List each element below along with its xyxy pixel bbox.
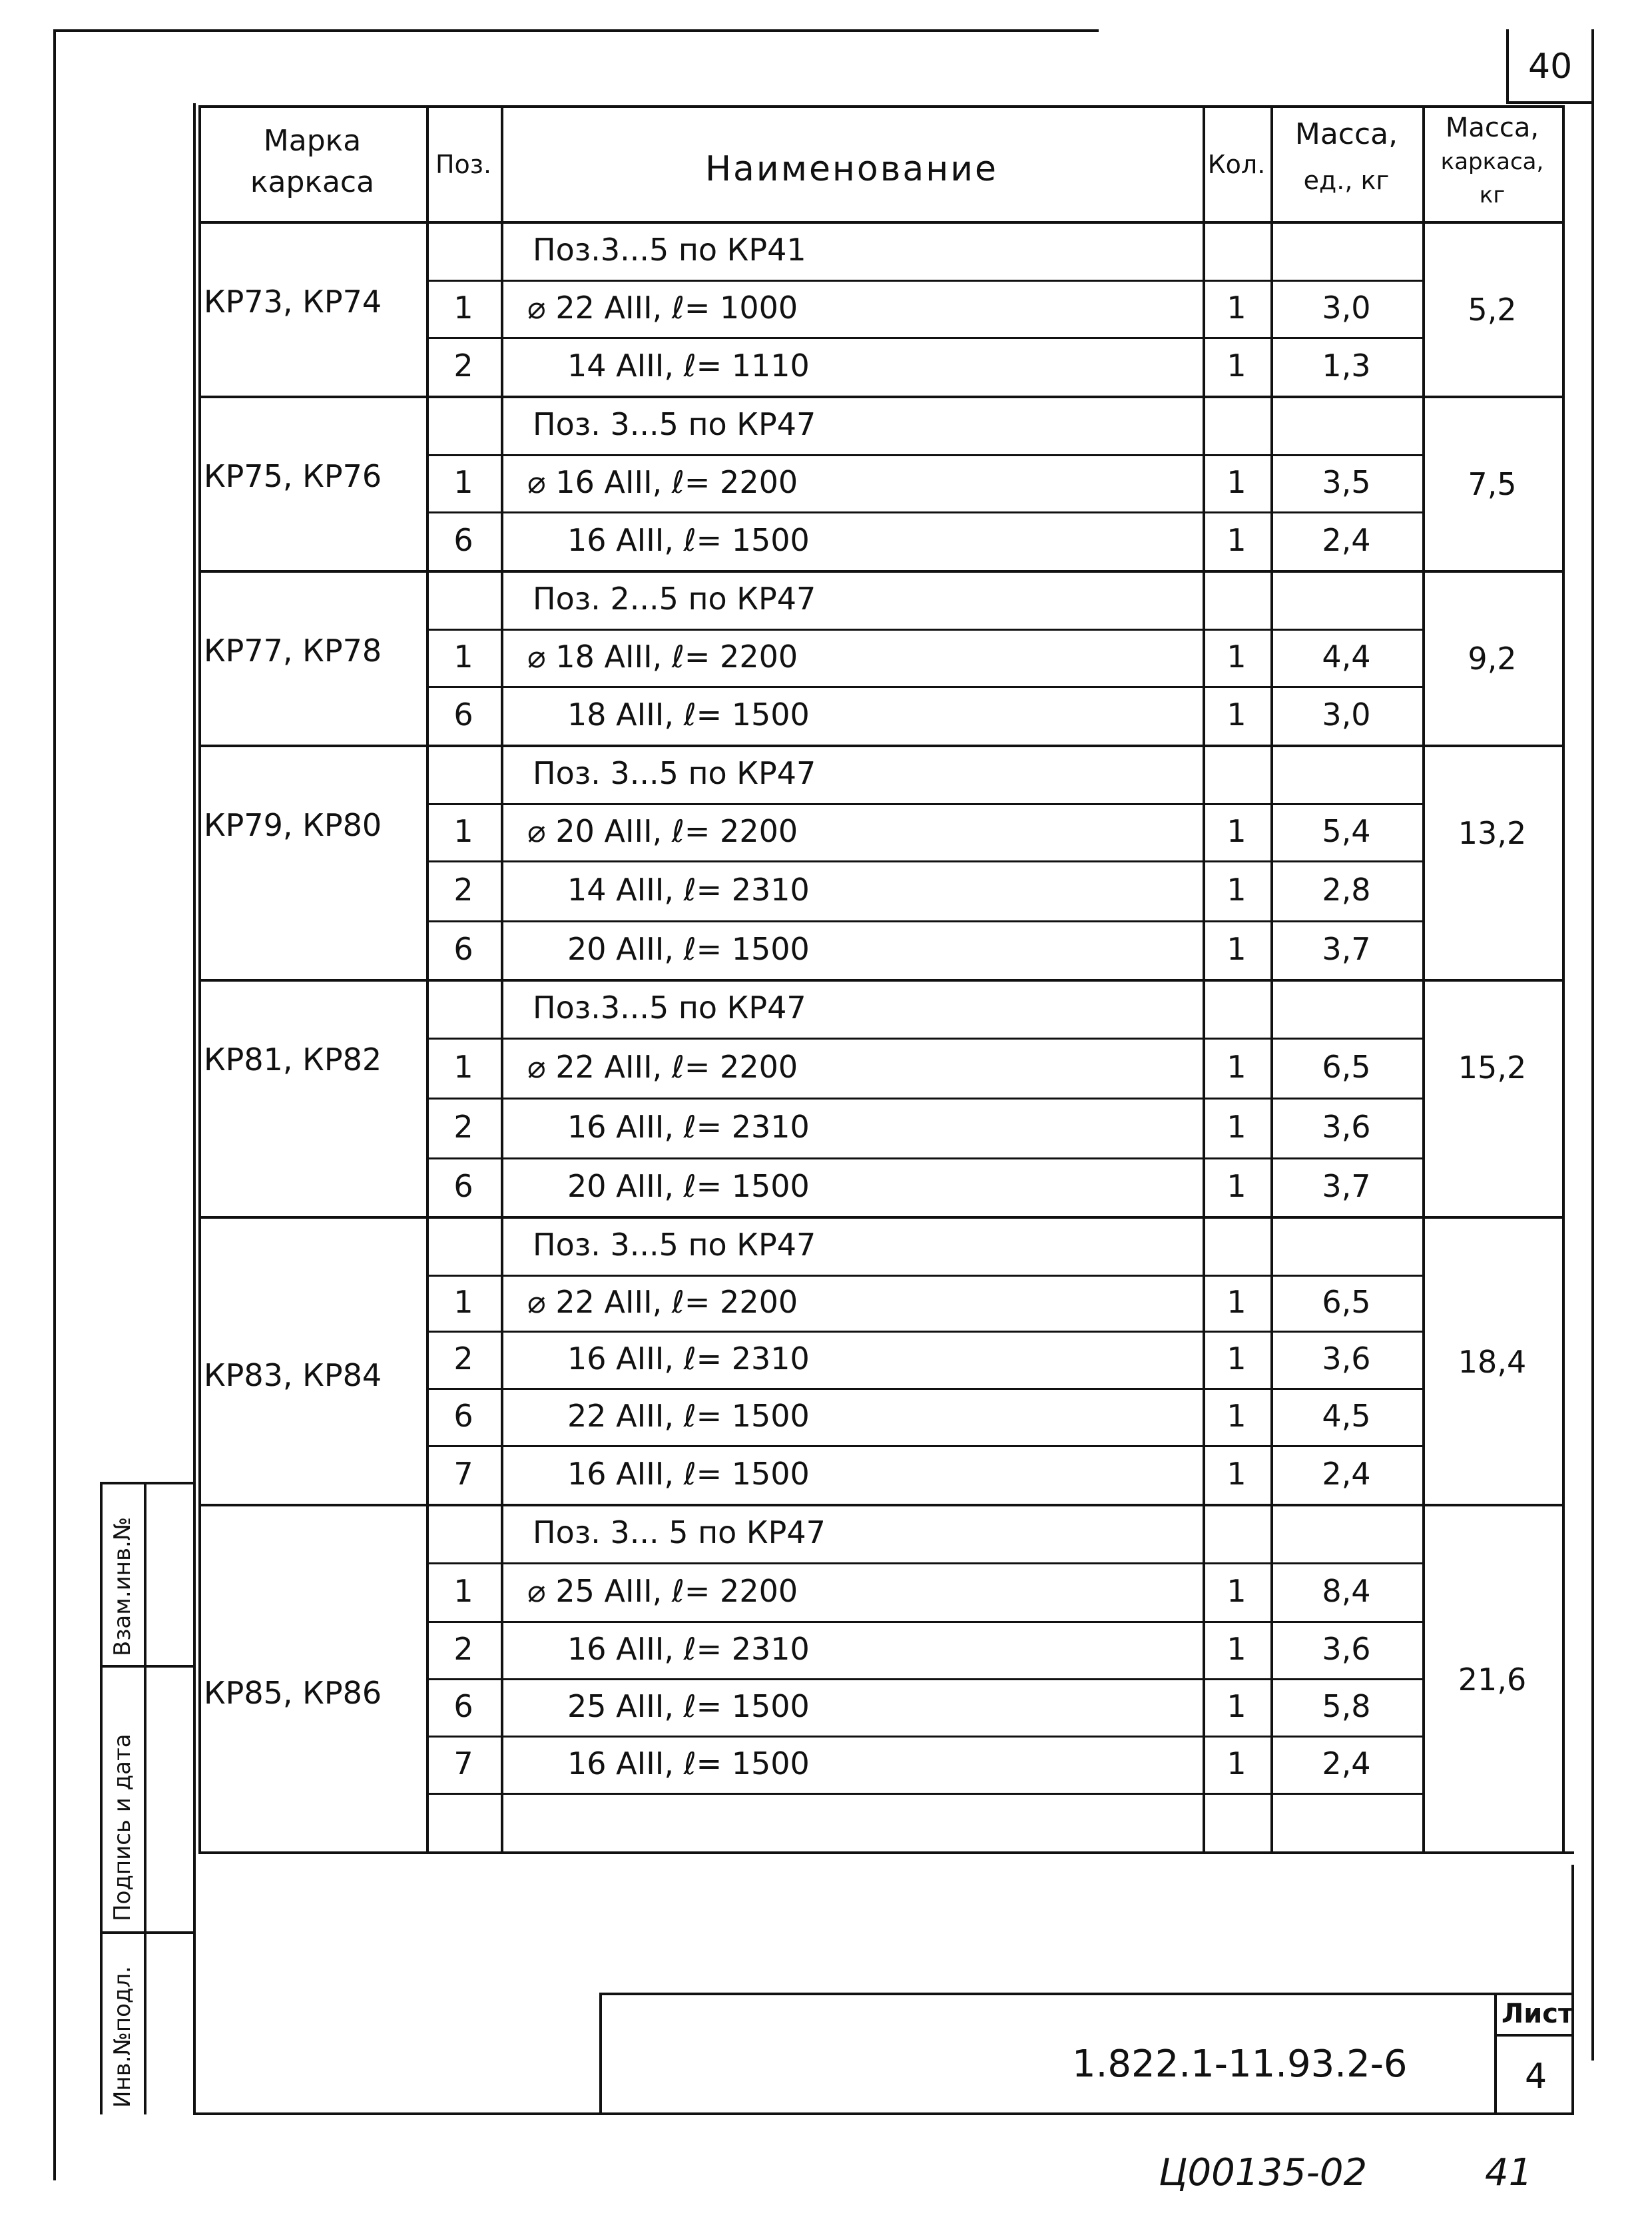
table-row-quantity: 1	[1227, 522, 1246, 558]
table-row-name: 14 АIII, ℓ= 2310	[567, 872, 810, 908]
table-row-reference: Поз.3...5 по КР41	[533, 232, 806, 268]
frame-mark: КР79, КР80	[204, 807, 382, 843]
title-block	[599, 1993, 1574, 2115]
table-rule	[198, 1216, 1562, 1219]
table-row-position: 6	[453, 1688, 473, 1724]
table-row-position: 2	[453, 1109, 473, 1145]
table-row-position: 6	[453, 1168, 473, 1204]
table-row-quantity: 1	[1227, 813, 1246, 849]
header-unit-mass-line2: ед., кг	[1303, 166, 1390, 195]
table-row-name: ⌀ 20 АIII, ℓ= 2200	[527, 813, 798, 849]
table-row-name: ⌀ 22 АIII, ℓ= 1000	[527, 290, 798, 326]
table-row-quantity: 1	[1227, 1631, 1246, 1667]
table-row-quantity: 1	[1227, 464, 1246, 500]
table-row-unit-mass: 1,3	[1322, 348, 1371, 384]
document-code: 1.822.1-11.93.2-6	[1072, 2043, 1408, 2086]
table-row-position: 6	[453, 1398, 473, 1434]
table-row-quantity: 1	[1227, 639, 1246, 675]
table-row-position: 6	[453, 931, 473, 967]
table-row-position: 2	[453, 348, 473, 384]
table-row-name: 20 АIII, ℓ= 1500	[567, 931, 810, 967]
archive-code: Ц00135-02	[1159, 2151, 1368, 2194]
header-unit-mass-line1: Масса,	[1294, 117, 1398, 151]
table-rule	[426, 105, 429, 1851]
table-row-name: ⌀ 22 АIII, ℓ= 2200	[527, 1049, 798, 1085]
frame-total-mass: 9,2	[1468, 641, 1517, 677]
table-row-name: ⌀ 18 АIII, ℓ= 2200	[527, 639, 798, 675]
header-frame-mass-line1: Масса,	[1445, 113, 1539, 143]
table-row-position: 6	[453, 697, 473, 733]
table-row-unit-mass: 5,8	[1322, 1688, 1371, 1724]
table-row-reference: Поз. 3...5 по КР47	[533, 755, 816, 791]
side-stamp-inv-podl: Инв.№подл.	[109, 1966, 136, 2108]
frame-mark: КР73, КР74	[204, 284, 382, 320]
table-row-name: 25 АIII, ℓ= 1500	[567, 1688, 810, 1724]
table-row-name: 16 АIII, ℓ= 1500	[567, 522, 810, 558]
table-row-quantity: 1	[1227, 872, 1246, 908]
sheet-number: 4	[1525, 2057, 1547, 2096]
table-row-quantity: 1	[1227, 931, 1246, 967]
table-rule	[198, 221, 1562, 224]
frame-mark: КР75, КР76	[204, 458, 382, 494]
table-row-unit-mass: 2,8	[1322, 872, 1371, 908]
table-row-position: 7	[453, 1746, 473, 1781]
table-row-quantity: 1	[1227, 1284, 1246, 1320]
table-row-reference: Поз.3...5 по КР47	[533, 990, 806, 1026]
table-row-position: 1	[453, 813, 473, 849]
table-row-unit-mass: 6,5	[1322, 1049, 1371, 1085]
table-row-unit-mass: 2,4	[1322, 1456, 1371, 1492]
frame-total-mass: 5,2	[1468, 292, 1517, 328]
table-rule	[501, 105, 503, 1851]
table-row-position: 6	[453, 522, 473, 558]
table-row-position: 2	[453, 872, 473, 908]
table-row-unit-mass: 3,7	[1322, 1168, 1371, 1204]
table-rule	[1270, 105, 1273, 1851]
table-row-unit-mass: 8,4	[1322, 1573, 1371, 1609]
table-rule	[198, 1504, 1562, 1506]
table-row-quantity: 1	[1227, 697, 1246, 733]
table-row-position: 1	[453, 464, 473, 500]
frame-mark: КР83, КР84	[204, 1357, 382, 1393]
table-row-unit-mass: 4,5	[1322, 1398, 1371, 1434]
table-row-quantity: 1	[1227, 1049, 1246, 1085]
table-row-name: 18 АIII, ℓ= 1500	[567, 697, 810, 733]
table-rule	[198, 105, 201, 1851]
table-row-position: 7	[453, 1456, 473, 1492]
table-row-name: 16 АIII, ℓ= 2310	[567, 1631, 810, 1667]
frame-total-mass: 7,5	[1468, 466, 1517, 502]
table-rule	[1422, 105, 1425, 1851]
frame-total-mass: 21,6	[1458, 1662, 1527, 1698]
header-mark-line1: Марка	[263, 124, 362, 158]
table-row-position: 1	[453, 639, 473, 675]
frame-mark: КР77, КР78	[204, 633, 382, 669]
sheet-label: Лист	[1502, 1999, 1574, 2029]
side-stamp-podpis-data: Подпись и дата	[109, 1734, 136, 1921]
table-rule	[1562, 105, 1565, 1851]
table-rule	[198, 745, 1562, 747]
table-row-unit-mass: 3,0	[1322, 697, 1371, 733]
table-rule	[198, 570, 1562, 573]
frame-total-mass: 18,4	[1458, 1344, 1527, 1380]
header-pos: Поз.	[435, 150, 492, 179]
table-row-unit-mass: 3,6	[1322, 1109, 1371, 1145]
table-row-unit-mass: 4,4	[1322, 639, 1371, 675]
table-row-quantity: 1	[1227, 1746, 1246, 1781]
table-row-unit-mass: 3,7	[1322, 931, 1371, 967]
table-row-unit-mass: 5,4	[1322, 813, 1371, 849]
table-row-position: 2	[453, 1341, 473, 1377]
table-row-quantity: 1	[1227, 1398, 1246, 1434]
frame-total-mass: 15,2	[1458, 1050, 1527, 1086]
table-row-unit-mass: 2,4	[1322, 522, 1371, 558]
table-row-name: 16 АIII, ℓ= 2310	[567, 1341, 810, 1377]
side-stamp-vzam-inv: Взам.инв.№	[109, 1516, 136, 1656]
table-row-position: 1	[453, 1049, 473, 1085]
table-row-name: ⌀ 25 АIII, ℓ= 2200	[527, 1573, 798, 1609]
table-row-reference: Поз. 2...5 по КР47	[533, 581, 816, 617]
table-row-name: 14 АIII, ℓ= 1110	[567, 348, 810, 384]
table-row-unit-mass: 3,0	[1322, 290, 1371, 326]
table-row-unit-mass: 3,6	[1322, 1341, 1371, 1377]
table-row-quantity: 1	[1227, 1688, 1246, 1724]
frame-mark: КР85, КР86	[204, 1675, 382, 1711]
table-row-name: 16 АIII, ℓ= 1500	[567, 1746, 810, 1781]
table-row-reference: Поз. 3... 5 по КР47	[533, 1514, 826, 1550]
table-row-name: 16 АIII, ℓ= 1500	[567, 1456, 810, 1492]
table-row-unit-mass: 3,6	[1322, 1631, 1371, 1667]
table-rule	[198, 396, 1562, 398]
page-number-top: 40	[1528, 47, 1573, 87]
table-row-position: 1	[453, 290, 473, 326]
table-row-name: ⌀ 22 АIII, ℓ= 2200	[527, 1284, 798, 1320]
table-row-position: 1	[453, 1573, 473, 1609]
table-row-reference: Поз. 3...5 по КР47	[533, 406, 816, 442]
table-row-name: 22 АIII, ℓ= 1500	[567, 1398, 810, 1434]
table-rule	[198, 105, 1562, 108]
frame-mark: КР81, КР82	[204, 1042, 382, 1078]
table-row-quantity: 1	[1227, 1456, 1246, 1492]
table-row-quantity: 1	[1227, 348, 1246, 384]
table-row-quantity: 1	[1227, 1573, 1246, 1609]
table-row-quantity: 1	[1227, 290, 1246, 326]
table-row-name: 16 АIII, ℓ= 2310	[567, 1109, 810, 1145]
table-row-reference: Поз. 3...5 по КР47	[533, 1227, 816, 1263]
header-frame-mass-line2: каркаса,	[1440, 149, 1544, 175]
table-row-quantity: 1	[1227, 1109, 1246, 1145]
table-rule	[198, 979, 1562, 982]
table-row-name: ⌀ 16 АIII, ℓ= 2200	[527, 464, 798, 500]
table-row-quantity: 1	[1227, 1341, 1246, 1377]
header-frame-mass-line3: кг	[1479, 182, 1506, 208]
table-row-quantity: 1	[1227, 1168, 1246, 1204]
table-row-position: 1	[453, 1284, 473, 1320]
table-row-unit-mass: 2,4	[1322, 1746, 1371, 1781]
header-mark-line2: каркаса	[250, 165, 375, 199]
table-row-name: 20 АIII, ℓ= 1500	[567, 1168, 810, 1204]
table-rule	[198, 1851, 1574, 1854]
header-qty: Кол.	[1207, 150, 1266, 179]
table-row-unit-mass: 6,5	[1322, 1284, 1371, 1320]
header-name: Наименование	[704, 149, 999, 189]
frame-total-mass: 13,2	[1458, 815, 1527, 851]
table-row-position: 2	[453, 1631, 473, 1667]
footer-page-number: 41	[1485, 2151, 1533, 2194]
table-row-unit-mass: 3,5	[1322, 464, 1371, 500]
table-rule	[1203, 105, 1205, 1851]
